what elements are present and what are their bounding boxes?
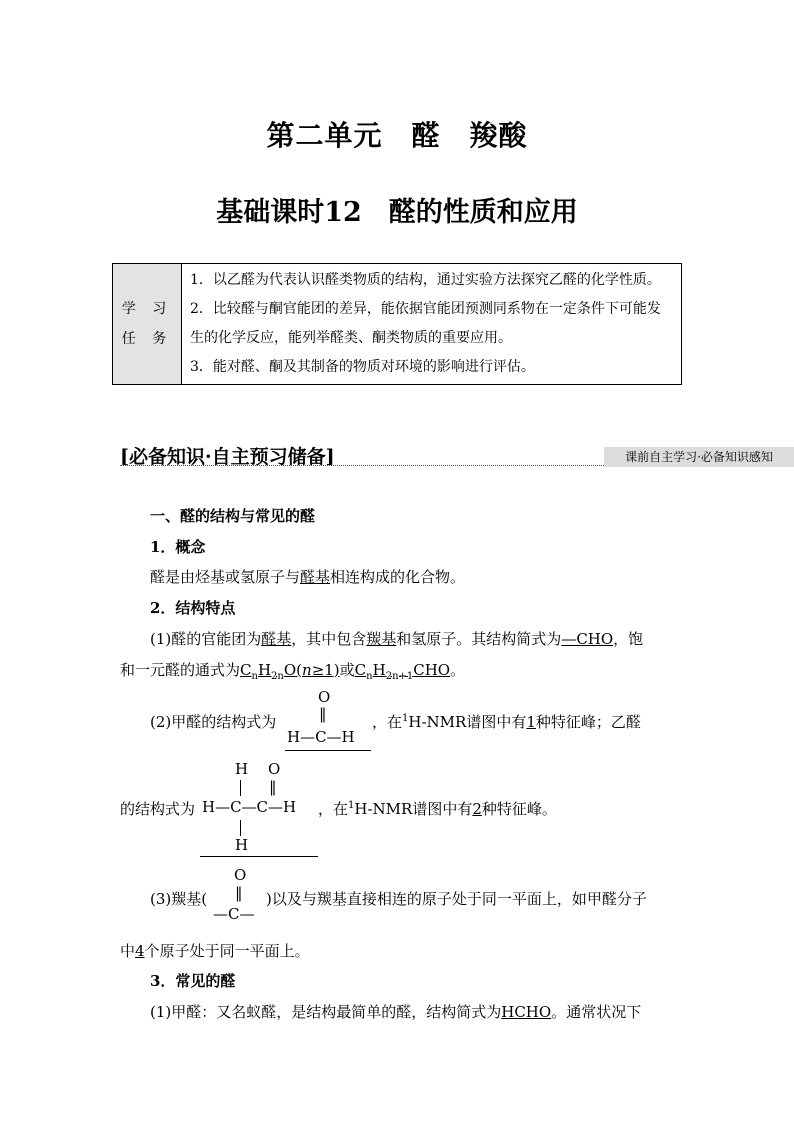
task-label-line2: 任 务 <box>121 331 173 347</box>
heading-concept: 1．概念 <box>150 538 206 556</box>
unit-title: 第二单元 醛 羧酸 <box>266 119 528 152</box>
learning-task-box <box>112 263 682 385</box>
task-items <box>182 264 682 385</box>
task-box-label <box>113 264 182 385</box>
section-heading: [必备知识·自主预习储备] <box>120 446 335 468</box>
feature-2-text-b: ，在$^1$H-NMR谱图中有1种特征峰；乙醛 <box>372 713 641 731</box>
lesson-title: 基础课时12 醛的性质和应用 <box>216 197 578 228</box>
feature-1-line2: 和一元醛的通式为$C_nH_{2n}O(n\ge 1)$或$C_nH_{2n+1}CHO$。 <box>120 661 466 682</box>
heading-structure-features: 2．结构特点 <box>150 599 236 617</box>
task-item-3: 3．能对醛、酮及其制备的物质对环境的影响进行评估。 <box>190 359 535 375</box>
feature-3-text-c: 中4个原子处于同一平面上。 <box>120 942 310 960</box>
section-tag: 课前自主学习·必备知识感知 <box>604 447 794 467</box>
section-divider <box>120 465 604 466</box>
feature-3-text-a: (3)羰基( <box>150 890 208 908</box>
feature-2-text-a: (2)甲醛的结构式为 <box>150 713 277 731</box>
blank-answer: 醛基 <box>300 568 331 586</box>
task-item-1: 1．以乙醛为代表认识醛类物质的结构，通过实验方法探究乙醛的化学性质。 <box>190 272 661 288</box>
concept-paragraph: 醛是由烃基或氢原子与醛基相连构成的化合物。 <box>150 568 466 586</box>
feature-3-text-b: )以及与羰基直接相连的原子处于同一平面上，如甲醛分子 <box>266 890 647 908</box>
feature-2-text-c: 的结构式为 <box>120 800 196 818</box>
general-formula-1: $C_nH_{2n}O(n\ge 1)$ <box>240 661 340 682</box>
feature-2-text-d: ，在$^1$H-NMR谱图中有2种特征峰。 <box>318 800 557 818</box>
task-item-2: 2．比较醛与酮官能团的差异，能依据官能团预测同系物在一定条件下可能发生的化学反应，能列举醛类、酮类物质的重要应用。 <box>190 301 661 346</box>
heading-aldehyde-structure: 一、醛的结构与常见的醛 <box>150 507 316 525</box>
heading-common-aldehydes: 3．常见的醛 <box>150 972 236 990</box>
common-aldehyde-1: (1)甲醛：又名蚁醛，是结构最简单的醛，结构简式为HCHO。通常状况下 <box>150 1003 642 1021</box>
feature-1-line1: (1)醛的官能团为醛基，其中包含羰基和氢原子。其结构简式为—CHO，饱 <box>150 630 644 648</box>
general-formula-2: $C_nH_{2n+1}CHO$ <box>354 661 451 682</box>
task-label-line1: 学 习 <box>121 301 173 317</box>
